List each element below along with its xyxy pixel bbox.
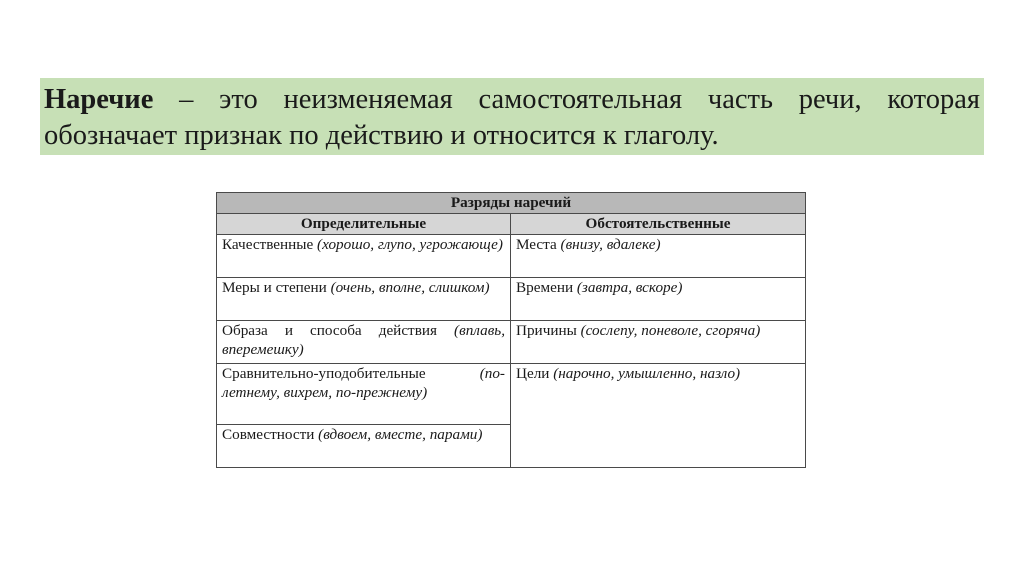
category-examples: (внизу, вдалеке) [560, 236, 661, 253]
column-header-attributive: Определительные [217, 214, 511, 235]
cell-manner [217, 321, 511, 364]
category-examples: (по-летнему, вихрем, по-прежнему) [222, 365, 505, 401]
category-name: Причины [516, 322, 577, 339]
category-examples: (нарочно, умышленно, назло) [553, 365, 741, 382]
cell-measure-degree [217, 278, 511, 321]
category-examples: (хорошо, глупо, угрожающе) [317, 236, 503, 253]
cell-togetherness [217, 425, 511, 468]
category-name: Сравнительно-уподобительные [222, 365, 426, 382]
cell-place [511, 235, 806, 278]
category-name: Образа и способа действия [222, 322, 437, 339]
category-name: Качественные [222, 236, 314, 253]
column-header-circumstantial: Обстоятельственные [511, 214, 806, 235]
category-examples: (завтра, вскоре) [576, 279, 683, 296]
table-row [217, 235, 806, 278]
category-name: Места [516, 236, 557, 253]
category-examples: (сослепу, поневоле, сгоряча) [580, 322, 761, 339]
category-name: Меры и степени [222, 279, 327, 296]
definition-text: – это неизменяемая самостоятельная часть речи, которая обозначает признак по действию и относится к глаголу. [44, 84, 980, 151]
cell-comparative [217, 364, 511, 425]
table-header-row [217, 214, 806, 235]
table-row [217, 278, 806, 321]
table-row [217, 364, 806, 425]
category-name: Времени [516, 279, 574, 296]
category-examples: (вплавь, вперемешку) [222, 322, 505, 358]
category-name: Совместности [222, 426, 315, 443]
definition-term: Наречие [44, 84, 154, 115]
category-examples: (вдвоем, вместе, парами) [318, 426, 483, 443]
table-title-row [217, 193, 806, 214]
table-row [217, 321, 806, 364]
adverb-categories-table [216, 192, 806, 468]
table-title: Разряды наречий [217, 193, 806, 214]
cell-cause [511, 321, 806, 364]
cell-qualitative [217, 235, 511, 278]
cell-purpose [511, 364, 806, 468]
cell-time [511, 278, 806, 321]
definition-block [40, 78, 984, 155]
category-examples: (очень, вполне, слишком) [330, 279, 490, 296]
category-name: Цели [516, 365, 550, 382]
